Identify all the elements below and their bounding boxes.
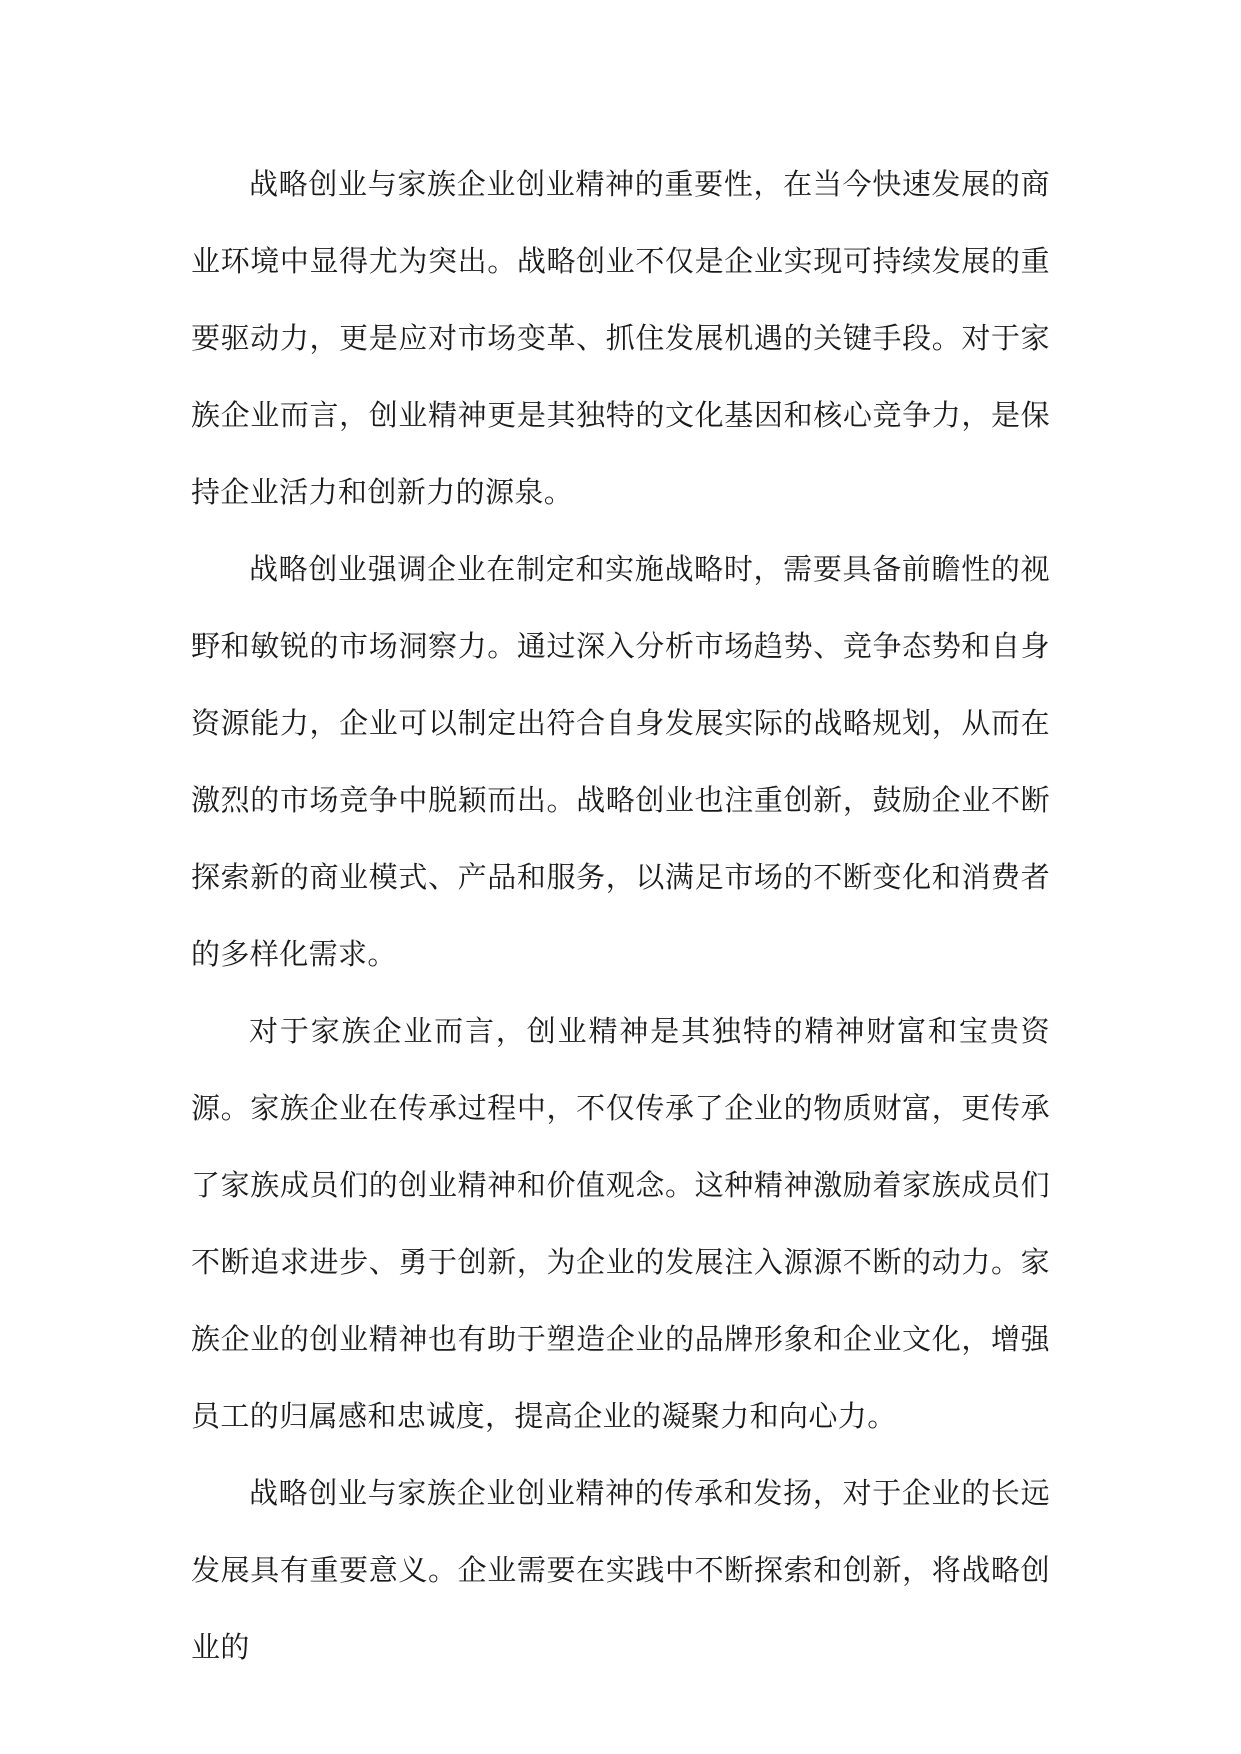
paragraph-3: 对于家族企业而言，创业精神是其独特的精神财富和宝贵资源。家族企业在传承过程中，不仅传承了企业的物质财富，更传承了家族成员们的创业精神和价值观念。这种精神激励着家族成员们不断追求进步、勇于创新，为企业的发展注入源源不断的动力。家族企业的创业精神也有助于塑造企业的品牌形象和企业文化，增强员工的归属感和忠诚度，提高企业的凝聚力和向心力。 [191,1014,1050,1433]
document-body [191,146,1050,1686]
paragraph-1: 战略创业与家族企业创业精神的重要性，在当今快速发展的商业环境中显得尤为突出。战略创业不仅是企业实现可持续发展的重要驱动力，更是应对市场变革、抓住发展机遇的关键手段。对于家族企业而言，创业精神更是其独特的文化基因和核心竞争力，是保持企业活力和创新力的源泉。 [191,167,1050,509]
paragraph-2: 战略创业强调企业在制定和实施战略时，需要具备前瞻性的视野和敏锐的市场洞察力。通过深入分析市场趋势、竞争态势和自身资源能力，企业可以制定出符合自身发展实际的战略规划，从而在激烈的市场竞争中脱颖而出。战略创业也注重创新，鼓励企业不断探索新的商业模式、产品和服务，以满足市场的不断变化和消费者的多样化需求。 [191,552,1050,971]
paragraph-4: 战略创业与家族企业创业精神的传承和发扬，对于企业的长远发展具有重要意义。企业需要在实践中不断探索和创新，将战略创业的 [191,1476,1050,1664]
